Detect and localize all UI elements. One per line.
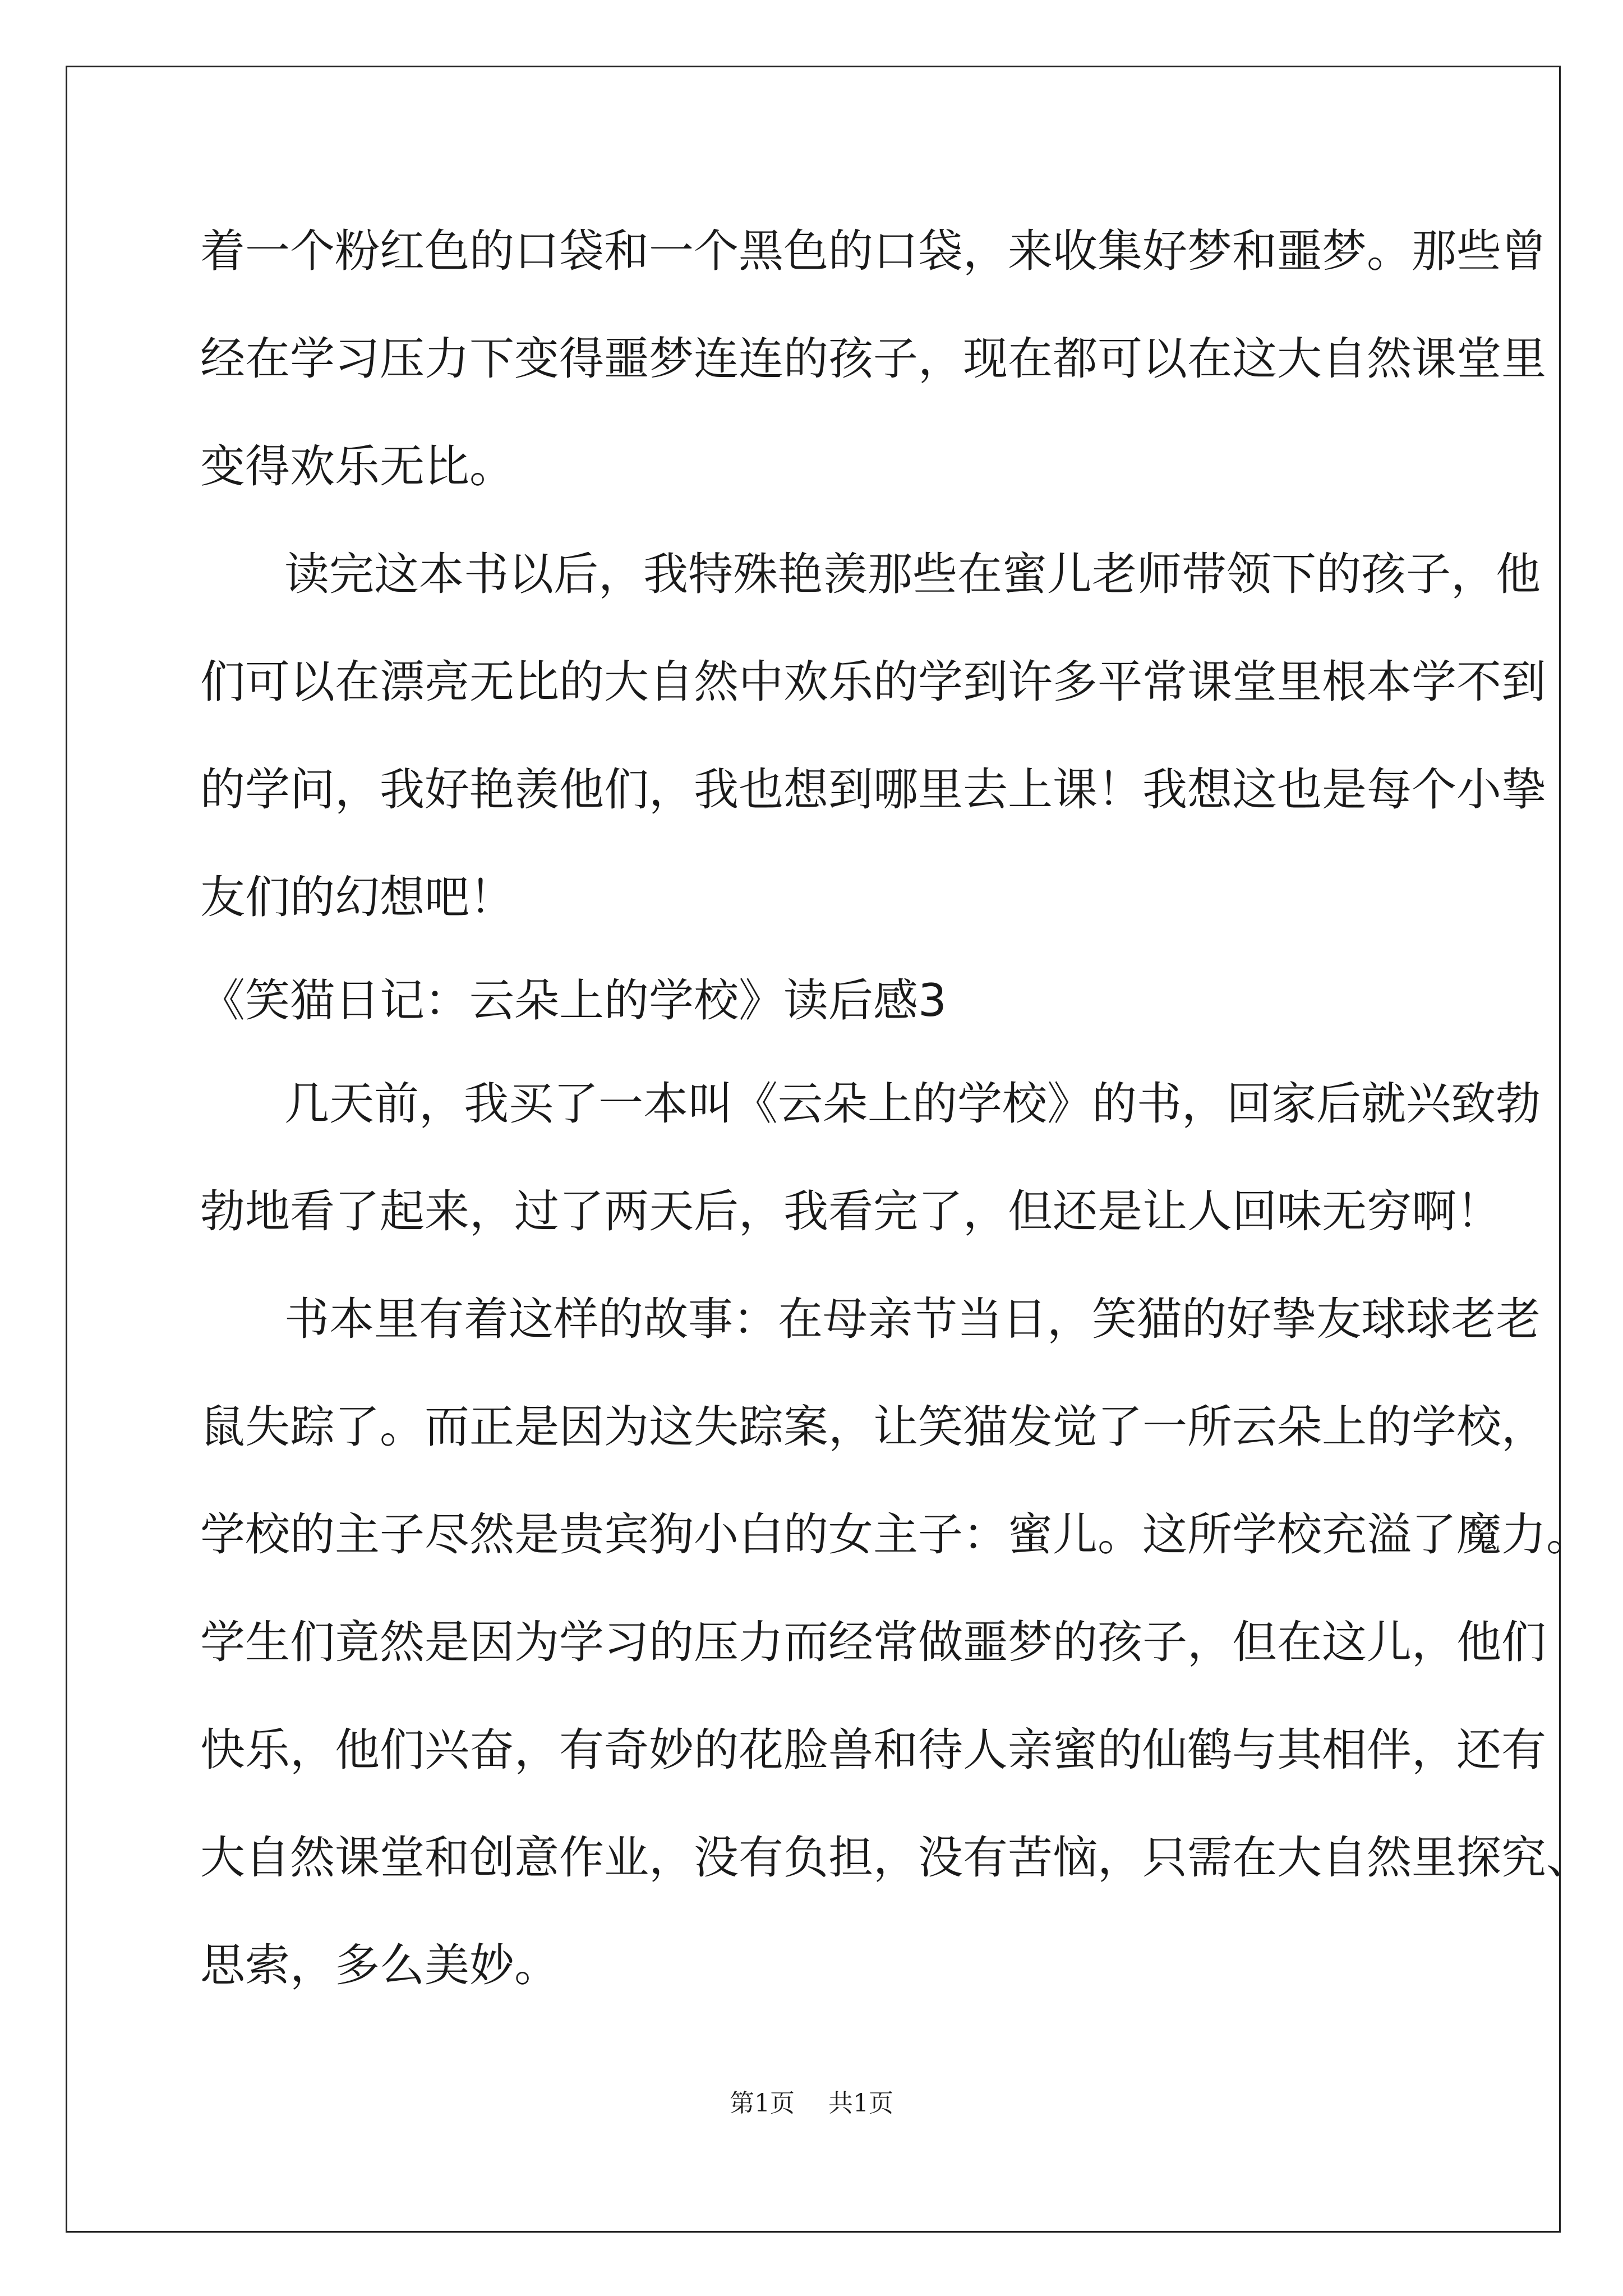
page-number: 第1页 bbox=[730, 2089, 795, 2118]
body-line: 思索，多么美妙。 bbox=[200, 1939, 559, 1991]
body-line: 快乐，他们兴奋，有奇妙的花脸兽和待人亲蜜的仙鹤与其相伴，还有 bbox=[200, 1724, 1546, 1776]
body-line: 友们的幻想吧！ bbox=[200, 871, 514, 923]
body-line: 几天前，我买了一本叫《云朵上的学校》的书，回家后就兴致勃 bbox=[284, 1078, 1541, 1130]
page-border bbox=[66, 66, 1561, 2233]
body-line: 的学问，我好艳羡他们，我也想到哪里去上课！我想这也是每个小挚 bbox=[200, 763, 1546, 816]
body-line: 读完这本书以后，我特殊艳羡那些在蜜儿老师带领下的孩子，他 bbox=[284, 548, 1541, 600]
body-line: 经在学习压力下变得噩梦连连的孩子，现在都可以在这大自然课堂里 bbox=[200, 333, 1546, 385]
body-line: 鼠失踪了。而正是因为这失踪案，让笑猫发觉了一所云朵上的学校， bbox=[200, 1401, 1546, 1453]
section-heading: 《笑猫日记：云朵上的学校》读后感3 bbox=[200, 974, 947, 1027]
body-line: 们可以在漂亮无比的大自然中欢乐的学到许多平常课堂里根本学不到 bbox=[200, 656, 1546, 708]
body-line: 着一个粉红色的口袋和一个黑色的口袋，来收集好梦和噩梦。那些曾 bbox=[200, 225, 1546, 277]
body-line: 书本里有着这样的故事：在母亲节当日，笑猫的好挚友球球老老 bbox=[284, 1293, 1541, 1345]
body-line: 大自然课堂和创意作业，没有负担，没有苦恼，只需在大自然里探究、 bbox=[200, 1832, 1591, 1884]
page-total: 共1页 bbox=[828, 2089, 893, 2118]
body-line: 学生们竟然是因为学习的压力而经常做噩梦的孩子，但在这儿，他们 bbox=[200, 1616, 1546, 1668]
page-footer bbox=[0, 2087, 1623, 2120]
body-line: 变得欢乐无比。 bbox=[200, 440, 514, 493]
body-line: 勃地看了起来，过了两天后，我看完了，但还是让人回味无穷啊！ bbox=[200, 1185, 1501, 1237]
body-line: 学校的主子尽然是贵宾狗小白的女主子：蜜儿。这所学校充溢了魔力。 bbox=[200, 1508, 1591, 1561]
